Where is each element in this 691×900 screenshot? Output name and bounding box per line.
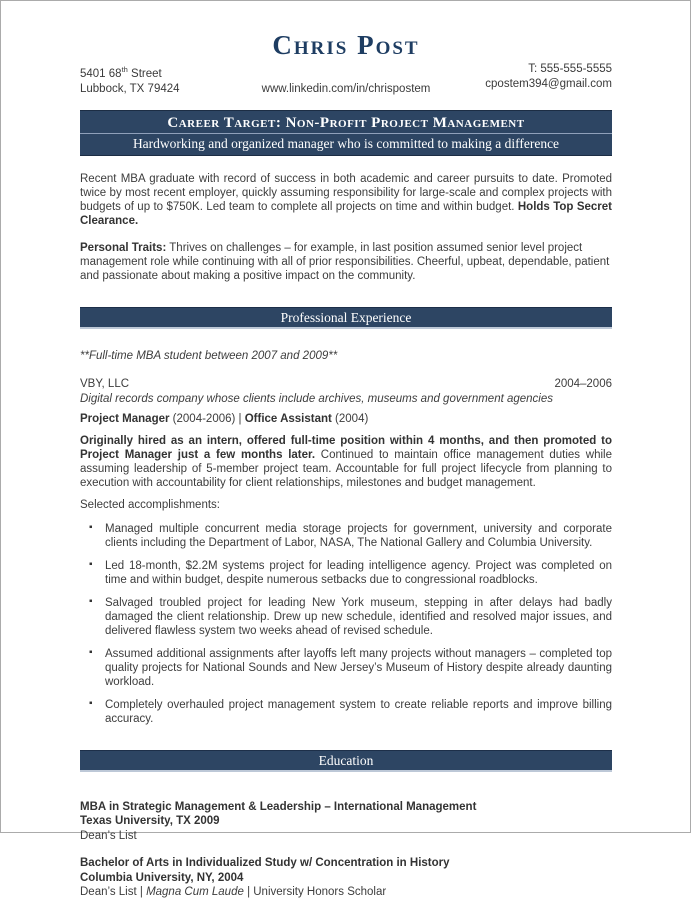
degree-block-bachelor xyxy=(80,856,612,900)
role-summary-text: Continued to maintain office management duties while assuming leadership of 5-member project team. Accountable for full project lifecycle from planning to execution with accountability for client relationships, milestones and budget management. xyxy=(80,448,612,489)
honors-text: Dean’s List xyxy=(80,829,137,842)
job-title-office-assistant: Office Assistant xyxy=(244,412,332,425)
address-street: Street xyxy=(127,67,162,80)
job-title-dates-1: (2004-2006) | xyxy=(169,412,245,425)
resume-name: Chris Post xyxy=(272,30,420,60)
degree-school: Texas University, TX 2009 xyxy=(80,815,220,828)
address-number: 5401 68 xyxy=(80,67,122,80)
career-target-banner xyxy=(80,110,612,156)
linkedin-url: www.linkedin.com/in/chrispostem xyxy=(261,82,431,95)
honors-text-post: | University Honors Scholar xyxy=(243,886,387,899)
job-title-dates-2: (2004) xyxy=(331,412,369,425)
phone-number: T: 555-555-5555 xyxy=(528,63,613,75)
accomplishment-item: ▪ Led 18-month, $2.2M systems project for leading intelligence agency. Project was completed on time and within budget, despite numerous setbacks due to congressional roadblocks. xyxy=(80,559,612,587)
job-titles-line xyxy=(80,412,612,426)
contact-row xyxy=(80,62,612,97)
accomplishments-label: Selected accomplishments: xyxy=(80,498,220,511)
honors-latin: Magna Cum Laude xyxy=(146,886,244,899)
address-ordinal-suffix: th xyxy=(121,65,128,74)
summary-text: Recent MBA graduate with record of success in both academic and career pursuits to date. Promoted twice by most recent employer, quickly assuming responsibility for large-scale and complex projects with budgets of up to $750K. Led team to complete all projects on time and within budget. xyxy=(80,172,612,213)
career-target-title: Career Target: Non-Profit Project Management xyxy=(80,111,612,134)
personal-traits-text: Thrives on challenges – for example, in last position assumed senior level project management role while continuing with all of prior responsibilities. Cheerful, upbeat, dependable, patient and passionate about making a positive impact on the community. xyxy=(80,241,610,282)
role-summary-paragraph xyxy=(80,434,612,490)
contact-address xyxy=(80,62,241,97)
section-header-professional-experience: Professional Experience xyxy=(80,307,612,329)
promotion-highlight: Originally hired as an intern, offered full-time position within 4 months, and then promoted to Project Manager just a few months later. xyxy=(80,434,612,461)
degree-school: Columbia University, NY, 2004 xyxy=(80,871,244,884)
degree-block-mba xyxy=(80,800,612,844)
personal-traits-label: Personal Traits: xyxy=(80,241,167,254)
company-name: VBY, LLC xyxy=(80,377,130,390)
clearance-highlight: Holds Top Secret Clearance. xyxy=(80,200,612,227)
accomplishments-list xyxy=(80,522,612,726)
address-line1 xyxy=(80,62,241,82)
company-description: Digital records company whose clients include archives, museums and government agencies xyxy=(80,392,554,405)
summary-paragraph xyxy=(80,172,612,228)
degree-title: MBA in Strategic Management & Leadership – International Management xyxy=(80,800,477,813)
degree-honors xyxy=(80,885,612,900)
degree-honors xyxy=(80,829,612,844)
mba-student-note: **Full-time MBA student between 2007 and 2009** xyxy=(80,349,338,362)
contact-phone-email xyxy=(451,62,612,97)
email-address: cpostem394@gmail.com xyxy=(485,78,613,90)
honors-text: Dean’s List | xyxy=(80,886,147,899)
job-title-project-manager: Project Manager xyxy=(80,412,170,425)
employment-dates: 2004–2006 xyxy=(554,377,612,390)
section-header-education: Education xyxy=(80,750,612,772)
career-target-subtitle: Hardworking and organized manager who is committed to making a difference xyxy=(132,135,560,151)
accomplishment-item: ▪ Assumed additional assignments after layoffs left many projects without managers – completed top quality projects for National Sounds and New Jersey’s Museum of History despite already daunting workload. xyxy=(80,647,612,689)
accomplishment-item: ▪ Salvaged troubled project for leading New York museum, stepping in after delays had badly damaged the client relationship. Drew up new schedule, identified and resolved major issues, and delivered flawless system two weeks ahead of revised schedule. xyxy=(80,596,612,638)
address-line2: Lubbock, TX 79424 xyxy=(80,82,180,95)
resume-content xyxy=(1,31,690,900)
accomplishment-item: ▪ Completely overhauled project management system to create reliable reports and improve billing accuracy. xyxy=(80,698,612,726)
accomplishment-item: ▪ Managed multiple concurrent media storage projects for government, university and corporate clients including the Department of Labor, NASA, The National Gallery and Columbia University. xyxy=(80,522,612,550)
company-row xyxy=(80,377,612,391)
personal-traits-paragraph xyxy=(80,241,612,283)
degree-title: Bachelor of Arts in Individualized Study w/ Concentration in History xyxy=(80,857,450,870)
